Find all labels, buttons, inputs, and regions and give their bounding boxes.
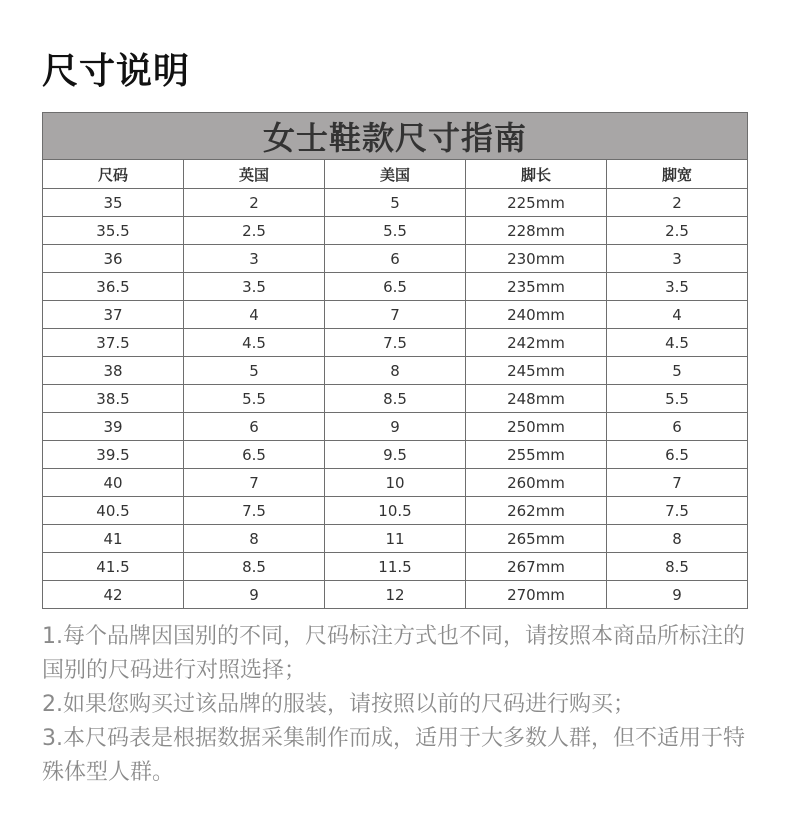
cell-foot-width: 2.5 [607, 217, 748, 245]
cell-uk: 8.5 [184, 553, 325, 581]
cell-uk: 6.5 [184, 441, 325, 469]
cell-us: 7 [325, 301, 466, 329]
cell-uk: 4.5 [184, 329, 325, 357]
cell-foot-length: 265mm [466, 525, 607, 553]
table-row [43, 217, 748, 245]
cell-us: 8 [325, 357, 466, 385]
column-header-us: 美国 [325, 160, 466, 189]
table-row [43, 329, 748, 357]
cell-size: 38 [43, 357, 184, 385]
column-header-uk: 英国 [184, 160, 325, 189]
notes-section [42, 620, 758, 790]
cell-foot-width: 5 [607, 357, 748, 385]
cell-foot-length: 250mm [466, 413, 607, 441]
cell-us: 10.5 [325, 497, 466, 525]
cell-us: 7.5 [325, 329, 466, 357]
cell-foot-width: 3.5 [607, 273, 748, 301]
cell-uk: 2.5 [184, 217, 325, 245]
cell-us: 11.5 [325, 553, 466, 581]
cell-foot-width: 4.5 [607, 329, 748, 357]
table-row [43, 441, 748, 469]
cell-foot-width: 7.5 [607, 497, 748, 525]
cell-size: 38.5 [43, 385, 184, 413]
cell-foot-width: 2 [607, 189, 748, 217]
cell-uk: 5.5 [184, 385, 325, 413]
cell-size: 42 [43, 581, 184, 609]
cell-foot-length: 235mm [466, 273, 607, 301]
note-item: 3.本尺码表是根据数据采集制作而成，适用于大多数人群，但不适用于特殊体型人群。 [42, 726, 745, 785]
cell-size: 41 [43, 525, 184, 553]
table-row [43, 189, 748, 217]
cell-uk: 2 [184, 189, 325, 217]
column-header-foot-width: 脚宽 [607, 160, 748, 189]
cell-us: 5.5 [325, 217, 466, 245]
cell-size: 39 [43, 413, 184, 441]
cell-us: 8.5 [325, 385, 466, 413]
cell-foot-length: 228mm [466, 217, 607, 245]
cell-foot-length: 262mm [466, 497, 607, 525]
cell-foot-width: 6.5 [607, 441, 748, 469]
cell-foot-length: 242mm [466, 329, 607, 357]
column-header-foot-length: 脚长 [466, 160, 607, 189]
cell-uk: 4 [184, 301, 325, 329]
table-row [43, 385, 748, 413]
cell-foot-length: 245mm [466, 357, 607, 385]
cell-size: 35.5 [43, 217, 184, 245]
cell-foot-length: 225mm [466, 189, 607, 217]
cell-foot-width: 9 [607, 581, 748, 609]
table-row [43, 469, 748, 497]
table-row [43, 497, 748, 525]
cell-uk: 6 [184, 413, 325, 441]
cell-uk: 8 [184, 525, 325, 553]
cell-us: 6.5 [325, 273, 466, 301]
cell-us: 5 [325, 189, 466, 217]
cell-size: 41.5 [43, 553, 184, 581]
cell-foot-width: 5.5 [607, 385, 748, 413]
cell-foot-length: 270mm [466, 581, 607, 609]
cell-foot-length: 255mm [466, 441, 607, 469]
table-row [43, 413, 748, 441]
cell-foot-length: 260mm [466, 469, 607, 497]
cell-uk: 7 [184, 469, 325, 497]
cell-size: 37 [43, 301, 184, 329]
cell-uk: 7.5 [184, 497, 325, 525]
cell-size: 36.5 [43, 273, 184, 301]
cell-foot-length: 267mm [466, 553, 607, 581]
page-title: 尺寸说明 [42, 51, 191, 92]
cell-foot-width: 7 [607, 469, 748, 497]
table-row [43, 273, 748, 301]
cell-us: 6 [325, 245, 466, 273]
cell-foot-width: 8 [607, 525, 748, 553]
cell-foot-width: 8.5 [607, 553, 748, 581]
table-row [43, 245, 748, 273]
table-row [43, 553, 748, 581]
cell-foot-width: 4 [607, 301, 748, 329]
cell-foot-width: 3 [607, 245, 748, 273]
cell-foot-width: 6 [607, 413, 748, 441]
cell-us: 10 [325, 469, 466, 497]
table-header-row [43, 160, 748, 189]
table-row [43, 357, 748, 385]
cell-size: 36 [43, 245, 184, 273]
cell-uk: 5 [184, 357, 325, 385]
table-body [43, 189, 748, 609]
table-title-row [43, 113, 748, 160]
note-item: 2.如果您购买过该品牌的服装，请按照以前的尺码进行购买； [42, 692, 635, 717]
size-guide-table [42, 112, 748, 609]
cell-size: 40.5 [43, 497, 184, 525]
cell-uk: 3 [184, 245, 325, 273]
cell-foot-length: 230mm [466, 245, 607, 273]
table-row [43, 301, 748, 329]
cell-uk: 9 [184, 581, 325, 609]
cell-us: 9 [325, 413, 466, 441]
cell-size: 39.5 [43, 441, 184, 469]
cell-size: 35 [43, 189, 184, 217]
cell-us: 9.5 [325, 441, 466, 469]
cell-foot-length: 240mm [466, 301, 607, 329]
column-header-size: 尺码 [43, 160, 184, 189]
cell-us: 11 [325, 525, 466, 553]
cell-foot-length: 248mm [466, 385, 607, 413]
cell-uk: 3.5 [184, 273, 325, 301]
cell-size: 40 [43, 469, 184, 497]
cell-us: 12 [325, 581, 466, 609]
table-title: 女士鞋款尺寸指南 [43, 113, 748, 160]
table-row [43, 525, 748, 553]
note-item: 1.每个品牌因国别的不同，尺码标注方式也不同，请按照本商品所标注的国别的尺码进行对照选择； [42, 624, 745, 683]
table-row [43, 581, 748, 609]
cell-size: 37.5 [43, 329, 184, 357]
